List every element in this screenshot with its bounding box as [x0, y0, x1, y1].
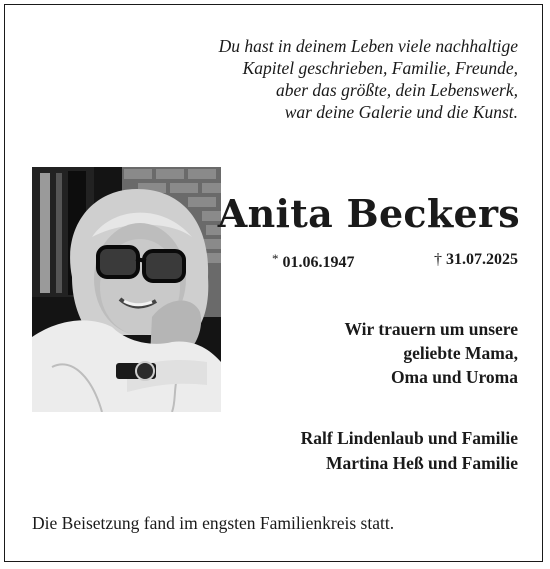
quote-line: Kapitel geschrieben, Familie, Freunde,	[242, 58, 518, 78]
birth-date-line	[272, 251, 355, 272]
family-line: Martina Heß und Familie	[325, 453, 518, 473]
quote-line: Du hast in deinem Leben viele nachhaltige	[218, 36, 518, 56]
mourning-line: Oma und Uroma	[390, 367, 518, 387]
quote-line: war deine Galerie und die Kunst.	[284, 102, 518, 122]
birth-symbol: *	[272, 251, 279, 266]
death-symbol: †	[434, 251, 442, 268]
portrait-photo	[32, 167, 221, 412]
memorial-quote	[118, 35, 518, 123]
family-line: Ralf Lindenlaub und Familie	[300, 428, 518, 448]
family-signatures	[301, 426, 518, 476]
death-date-line	[434, 251, 518, 269]
mourning-line: Wir trauern um unsere	[344, 319, 518, 339]
birth-date: 01.06.1947	[282, 254, 355, 271]
death-date: 31.07.2025	[446, 251, 518, 268]
mourning-line: geliebte Mama,	[403, 343, 518, 363]
quote-line: aber das größte, dein Lebenswerk,	[275, 80, 518, 100]
mourning-text	[344, 317, 518, 389]
burial-note: Die Beisetzung fand im engsten Familienkreis statt.	[32, 513, 395, 533]
deceased-name: Anita Beckers	[217, 191, 520, 236]
